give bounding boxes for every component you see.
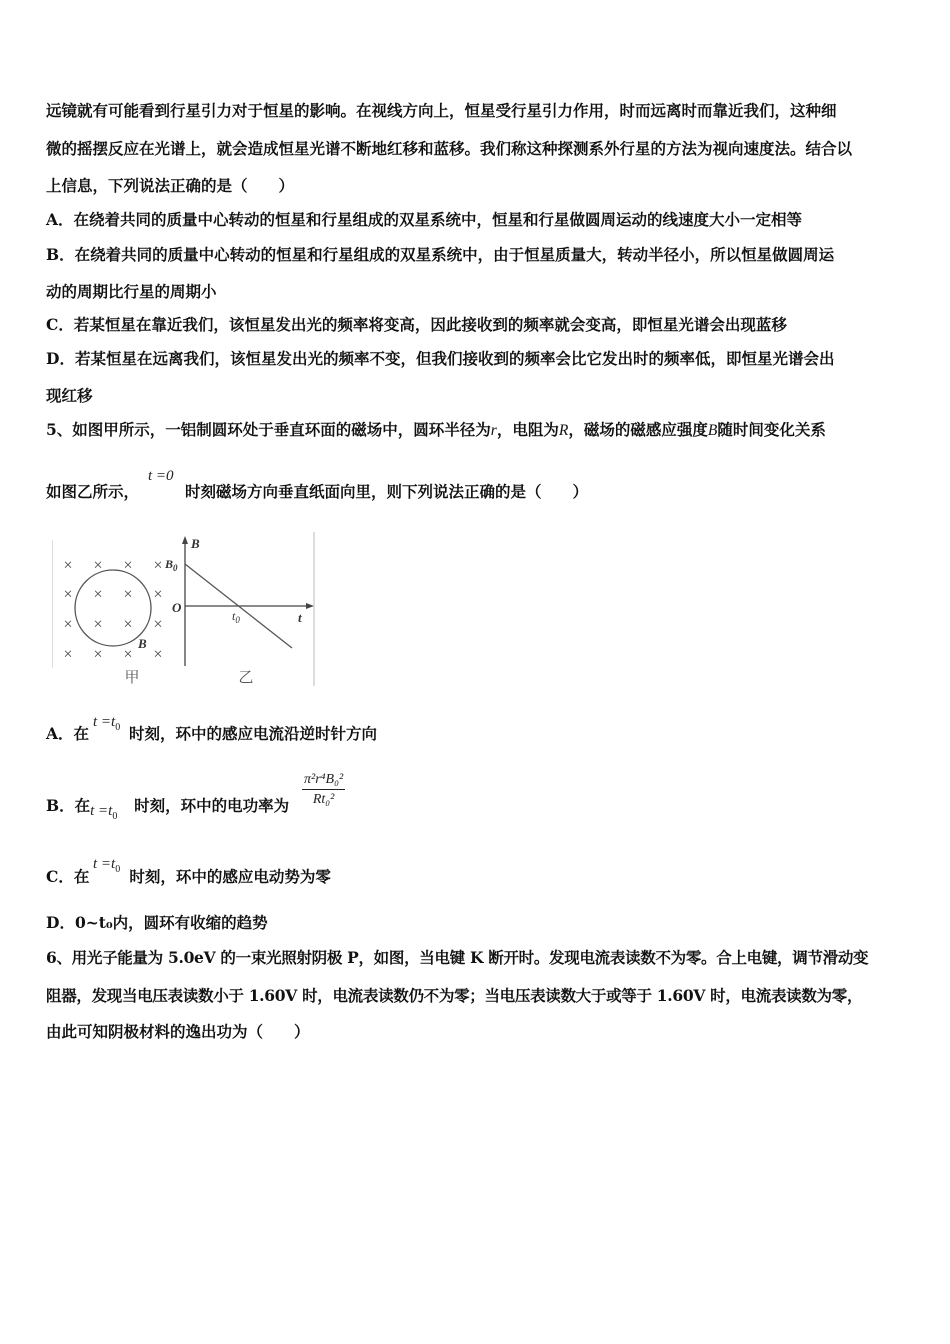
B0-label (164, 557, 178, 573)
q5-stem-part-3: ，磁场的磁感应强度 (568, 420, 708, 439)
q4-option-d-line-2: 现红移 (46, 386, 93, 405)
intro-line-3: 上信息，下列说法正确的是（ ） (46, 176, 295, 195)
q5-stem-part-1: 5、如图甲所示，一铝制圆环处于垂直环面的磁场中，圆环半径为 (46, 420, 491, 439)
option-a-formula-sub: 0 (115, 722, 121, 733)
q6-line-3: 由此可知阴极材料的逸出功为（ ） (46, 1022, 310, 1041)
axis-B-label: B (191, 536, 200, 551)
t-zero-formula: t =0 (148, 468, 174, 484)
aluminum-ring (75, 570, 151, 646)
cross-mark: × (153, 646, 163, 663)
t0-main: t (232, 609, 236, 623)
var-r: r (490, 422, 497, 439)
axis-B-arrow (182, 536, 188, 544)
cross-mark: × (63, 557, 73, 574)
label-jia: 甲 (124, 670, 140, 686)
var-R: R (558, 422, 569, 439)
cross-mark: × (123, 646, 133, 663)
option-b-prefix: B．在 (46, 796, 91, 815)
cross-mark: × (123, 586, 133, 603)
cross-mark: × (93, 616, 103, 633)
option-b-formula-main: t =t (90, 803, 113, 819)
option-b-text: 时刻，环中的电功率为 (134, 796, 290, 815)
q4-option-d-line-1: D．若某恒星在远离我们，该恒星发出光的频率不变，但我们接收到的频率会比它发出时的频率低，即恒星光谱会出 (46, 349, 835, 368)
axis-t-label: t (298, 610, 302, 625)
q5-option-b (46, 796, 289, 823)
cross-mark: × (153, 586, 163, 603)
q5-stem-part-4: 随时间变化关系 (717, 420, 826, 439)
q6-line-2: 阻器，发现当电压表读数小于 1.60V 时，电流表读数仍不为零；当电压表读数大于或等于 1.60V 时，电流表读数为零， (46, 986, 863, 1005)
origin-label: O (172, 600, 182, 615)
cross-mark: × (93, 557, 103, 574)
option-b-formula (90, 801, 134, 827)
q6-line-1: 6、用光子能量为 5.0eV 的一束光照射阴极 P，如图，当电键 K 断开时。发现电流表读数不为零。合上电键，调节滑动变 (46, 948, 869, 967)
ring-B-label: B (138, 636, 147, 651)
power-fraction (302, 772, 345, 808)
option-a-text: 时刻，环中的感应电流沿逆时针方向 (129, 724, 378, 743)
cross-mark: × (93, 646, 103, 663)
B0-sub: 0 (173, 563, 178, 573)
q4-option-b-line-2: 动的周期比行星的周期小 (46, 282, 217, 301)
q5-figure (52, 526, 332, 688)
option-c-prefix: C．在 (46, 867, 90, 886)
var-B: B (707, 422, 718, 439)
cross-mark: × (63, 646, 73, 663)
B0-main: B (165, 557, 174, 571)
cross-mark: × (63, 586, 73, 603)
cross-mark: × (63, 616, 73, 633)
q5-option-c (46, 867, 331, 887)
power-fraction-numerator: π²r⁴B₀² (302, 772, 345, 790)
cross-mark: × (93, 586, 103, 603)
label-yi: 乙 (238, 670, 254, 686)
option-b-formula-sub: 0 (112, 811, 118, 822)
axis-t-arrow (306, 603, 314, 609)
q5-option-d: D．0~t₀内，圆环有收缩的趋势 (46, 913, 268, 932)
q5-stem-part-2: ，电阻为 (496, 420, 559, 439)
cross-mark: × (153, 616, 163, 633)
q5-stem2-part-1: 如图乙所示， (46, 482, 140, 501)
q4-option-b-line-1: B．在绕着共同的质量中心转动的恒星和行星组成的双星系统中，由于恒星质量大，转动半径小，所以恒星做圆周运 (46, 245, 835, 264)
intro-line-1: 远镜就有可能看到行星引力对于恒星的影响。在视线方向上，恒星受行星引力作用，时而远离时而靠近我们，这种细 (46, 101, 837, 120)
option-c-text: 时刻，环中的感应电动势为零 (129, 867, 331, 886)
q5-option-a (46, 724, 377, 744)
t0-sub: 0 (235, 615, 240, 625)
power-fraction-denominator: Rt₀² (312, 792, 335, 807)
cross-mark: × (123, 616, 133, 633)
q4-option-a: A．在绕着共同的质量中心转动的恒星和行星组成的双星系统中，恒星和行星做圆周运动的线速度大小一定相等 (46, 210, 803, 229)
q5-stem-line-2 (46, 482, 588, 502)
t0-label (232, 609, 240, 625)
intro-line-2: 微的摇摆反应在光谱上，就会造成恒星光谱不断地红移和蓝移。我们称这种探测系外行星的方法为视向速度法。结合以 (46, 139, 853, 158)
option-c-formula-sub: 0 (115, 864, 121, 875)
q4-option-c: C．若某恒星在靠近我们，该恒星发出光的频率将变高，因此接收到的频率就会变高，即恒星光谱会出现蓝移 (46, 315, 787, 334)
magnetic-field-crosses (63, 557, 162, 663)
q5-stem2-part-2: 时刻磁场方向垂直纸面向里，则下列说法正确的是（ ） (185, 482, 589, 501)
q5-stem-line-1 (46, 420, 826, 441)
cross-mark: × (123, 557, 133, 574)
option-a-prefix: A．在 (46, 724, 90, 743)
option-c-formula-main: t =t (93, 856, 116, 872)
option-a-formula-main: t =t (93, 714, 116, 730)
cross-mark: × (153, 557, 163, 574)
